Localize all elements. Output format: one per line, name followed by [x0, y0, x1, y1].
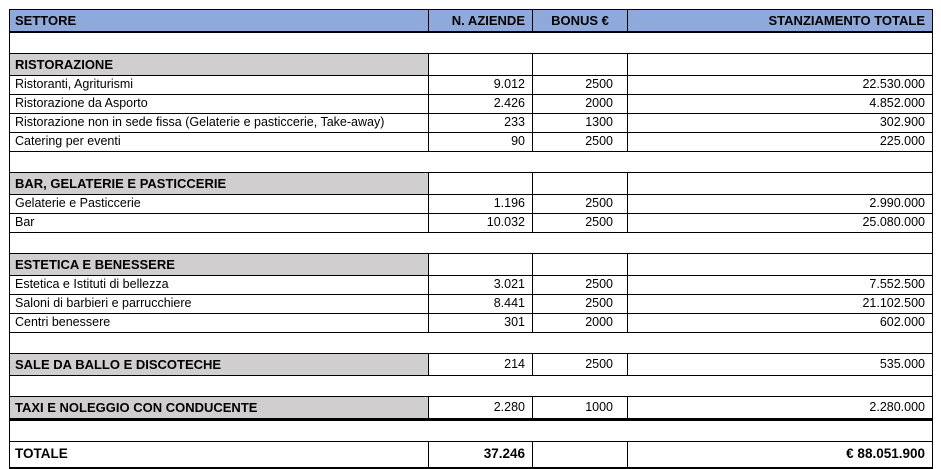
cell-settore: Catering per eventi: [10, 133, 429, 152]
table-row: [10, 76, 933, 95]
cell-bonus: 1300: [533, 114, 628, 133]
cell-settore: Estetica e Istituti di bellezza: [10, 276, 429, 295]
table-row: [10, 95, 933, 114]
cell-settore: Ristoranti, Agriturismi: [10, 76, 429, 95]
cell-stanziamento: [628, 54, 933, 76]
section-row-bar-gelaterie: [10, 173, 933, 195]
spacer-row: [10, 152, 933, 173]
table-row: [10, 276, 933, 295]
header-cell-settore: SETTORE: [10, 10, 429, 33]
cell-stanziamento: 7.552.500: [628, 276, 933, 295]
cell-aziende: 2.280: [429, 397, 533, 420]
cell-stanziamento: 2.990.000: [628, 195, 933, 214]
header-cell-bonus: BONUS €: [533, 10, 628, 33]
cell-bonus: 1000: [533, 397, 628, 420]
cell-aziende: 3.021: [429, 276, 533, 295]
cell-stanziamento: 535.000: [628, 354, 933, 376]
cell-bonus: 2500: [533, 295, 628, 314]
section-row-taxi: [10, 397, 933, 420]
spacer-row: [10, 420, 933, 442]
table-row: [10, 114, 933, 133]
cell-stanziamento: 22.530.000: [628, 76, 933, 95]
cell-bonus: 2500: [533, 276, 628, 295]
section-title: RISTORAZIONE: [10, 54, 429, 76]
total-row: [10, 442, 933, 469]
cell-settore: Bar: [10, 214, 429, 233]
table-header-row: [10, 10, 933, 33]
cell-settore: Ristorazione non in sede fissa (Gelaterie e pasticcerie, Take-away): [10, 114, 429, 133]
cell-aziende: 301: [429, 314, 533, 333]
cell-aziende: 233: [429, 114, 533, 133]
cell-stanziamento: 602.000: [628, 314, 933, 333]
cell-bonus: 2000: [533, 95, 628, 114]
cell-stanziamento: 25.080.000: [628, 214, 933, 233]
table-row: [10, 314, 933, 333]
spacer-row: [10, 333, 933, 354]
spacer-row: [10, 233, 933, 254]
header-cell-aziende: N. AZIENDE: [429, 10, 533, 33]
total-stanziamento: € 88.051.900: [628, 442, 933, 469]
header-cell-stanziamento: STANZIAMENTO TOTALE: [628, 10, 933, 33]
cell-aziende: 8.441: [429, 295, 533, 314]
cell-bonus: 2500: [533, 214, 628, 233]
cell-aziende: [429, 254, 533, 276]
spacer-row: [10, 32, 933, 54]
cell-stanziamento: 302.900: [628, 114, 933, 133]
section-row-ristorazione: [10, 54, 933, 76]
cell-bonus: [533, 254, 628, 276]
cell-bonus: 2500: [533, 195, 628, 214]
cell-aziende: 9.012: [429, 76, 533, 95]
spacer-row: [10, 376, 933, 397]
cell-aziende: 214: [429, 354, 533, 376]
total-aziende: 37.246: [429, 442, 533, 469]
sector-bonus-table: [9, 9, 933, 469]
cell-aziende: 1.196: [429, 195, 533, 214]
cell-aziende: [429, 173, 533, 195]
cell-bonus: 2000: [533, 314, 628, 333]
table-row: [10, 195, 933, 214]
cell-bonus: 2500: [533, 76, 628, 95]
cell-aziende: [429, 54, 533, 76]
table-row: [10, 214, 933, 233]
section-row-estetica: [10, 254, 933, 276]
total-label: TOTALE: [10, 442, 429, 469]
cell-stanziamento: 225.000: [628, 133, 933, 152]
data-table: [9, 9, 933, 469]
total-bonus: [533, 442, 628, 469]
cell-bonus: [533, 54, 628, 76]
cell-stanziamento: [628, 254, 933, 276]
table-row: [10, 295, 933, 314]
cell-settore: Gelaterie e Pasticcerie: [10, 195, 429, 214]
cell-bonus: 2500: [533, 133, 628, 152]
cell-settore: Centri benessere: [10, 314, 429, 333]
cell-settore: Saloni di barbieri e parrucchiere: [10, 295, 429, 314]
section-title: TAXI E NOLEGGIO CON CONDUCENTE: [10, 397, 429, 420]
cell-aziende: 2.426: [429, 95, 533, 114]
section-title: BAR, GELATERIE E PASTICCERIE: [10, 173, 429, 195]
section-row-sale-da-ballo: [10, 354, 933, 376]
cell-settore: Ristorazione da Asporto: [10, 95, 429, 114]
cell-stanziamento: 21.102.500: [628, 295, 933, 314]
cell-bonus: [533, 173, 628, 195]
table-row: [10, 133, 933, 152]
cell-stanziamento: [628, 173, 933, 195]
cell-aziende: 10.032: [429, 214, 533, 233]
cell-stanziamento: 4.852.000: [628, 95, 933, 114]
cell-bonus: 2500: [533, 354, 628, 376]
section-title: ESTETICA E BENESSERE: [10, 254, 429, 276]
cell-stanziamento: 2.280.000: [628, 397, 933, 420]
cell-aziende: 90: [429, 133, 533, 152]
section-title: SALE DA BALLO E DISCOTECHE: [10, 354, 429, 376]
